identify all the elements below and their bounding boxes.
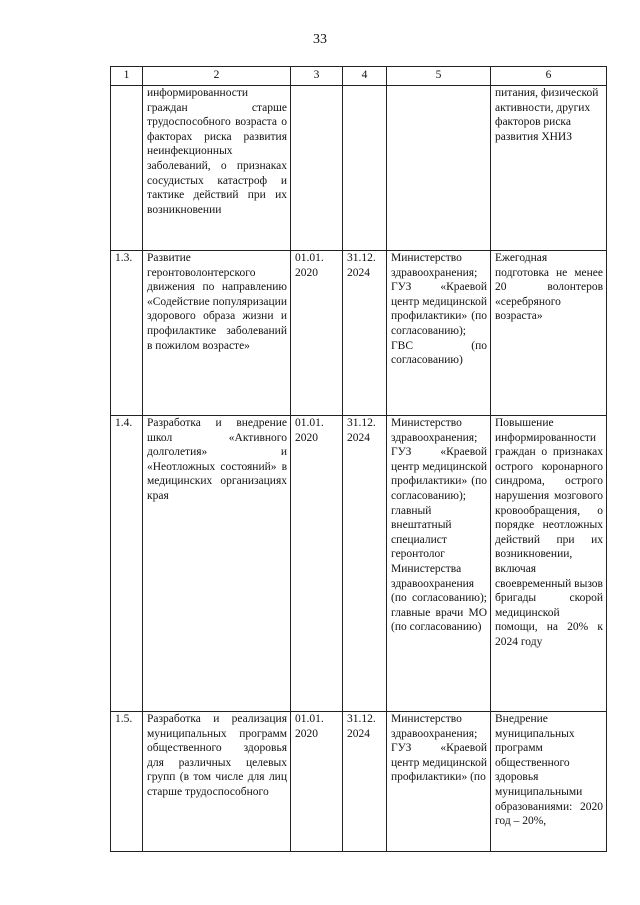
header-col-1: 1 [111, 67, 143, 86]
table-row [111, 251, 607, 416]
executor-cell [387, 86, 491, 251]
executor-cell: Министерство здравоохранения; ГУЗ «Краевой центр медицинской профилактики» (по согласованию); ГВС (по согласованию) [387, 251, 491, 416]
executor-cell: Министерство здравоохранения; ГУЗ «Краевой центр медицинской профилактики» (по [387, 712, 491, 852]
result-cell: Ежегодная подготовка не менее 20 волонтеров «серебряного возраста» [491, 251, 607, 416]
header-col-6: 6 [491, 67, 607, 86]
row-number: 1.5. [111, 712, 143, 852]
end-date-cell [343, 86, 387, 251]
row-number: 1.4. [111, 416, 143, 712]
result-cell: Внедрение муниципальных программ общественного здоровья муниципальными образованиями: 2020 год – 20%, [491, 712, 607, 852]
end-date-cell: 31.12. 2024 [343, 712, 387, 852]
end-date-cell: 31.12. 2024 [343, 416, 387, 712]
activity-cell: Развитие геронтоволонтерского движения по направлению «Содействие популяризации здорового образа жизни и профилактике заболеваний в пожилом возрасте» [143, 251, 291, 416]
activity-cell: Разработка и реализация муниципальных программ общественного здоровья для различных целевых групп (в том числе для лиц старше трудоспособного [143, 712, 291, 852]
start-date-cell: 01.01. 2020 [291, 712, 343, 852]
executor-cell: Министерство здравоохранения; ГУЗ «Краевой центр медицинской профилактики» (по согласованию); главный внештатный специалист геронтолог Министерства здравоохранения (по согласованию); главные врачи МО (по согласованию) [387, 416, 491, 712]
table-row [111, 86, 607, 251]
row-number: 1.3. [111, 251, 143, 416]
start-date-cell: 01.01. 2020 [291, 251, 343, 416]
table-row [111, 416, 607, 712]
header-row [111, 67, 607, 86]
header-col-5: 5 [387, 67, 491, 86]
start-date-cell [291, 86, 343, 251]
table-row [111, 712, 607, 852]
plan-table [110, 66, 607, 852]
activity-cell: Разработка и внедрение школ «Активного долголетия» и «Неотложных состояний» в медицинских организациях края [143, 416, 291, 712]
header-col-4: 4 [343, 67, 387, 86]
row-number [111, 86, 143, 251]
result-cell: Повышение информированности граждан о признаках острого коронарного синдрома, острого нарушения мозгового кровообращения, о порядке неотложных действий при их возникновении, включая своевременный вызов бригады скорой медицинской помощи, на 20% к 2024 году [491, 416, 607, 712]
start-date-cell: 01.01. 2020 [291, 416, 343, 712]
result-cell: питания, физической активности, других факторов риска развития ХНИЗ [491, 86, 607, 251]
end-date-cell: 31.12. 2024 [343, 251, 387, 416]
header-col-3: 3 [291, 67, 343, 86]
page-number: 33 [313, 32, 327, 47]
activity-cell: информированности граждан старше трудоспособного возраста о факторах риска развития неинфекционных заболеваний, о признаках сосудистых катастроф и тактике действий при их возникновении [143, 86, 291, 251]
header-col-2: 2 [143, 67, 291, 86]
